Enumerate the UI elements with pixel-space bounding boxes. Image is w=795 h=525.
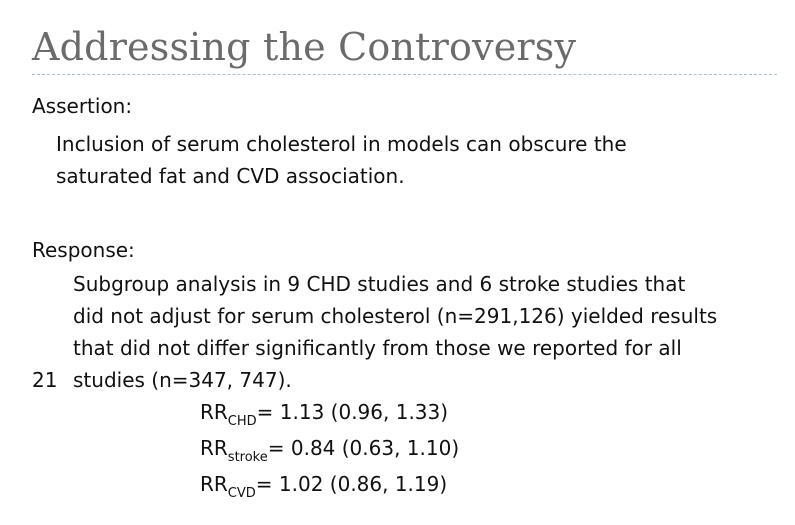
- result-subscript: CHD: [227, 414, 257, 429]
- assertion-line: Inclusion of serum cholesterol in models can obscure the: [56, 132, 627, 156]
- slide-title: Addressing the Controversy: [32, 25, 577, 69]
- result-cvd: [200, 468, 459, 504]
- assertion-line: saturated fat and CVD association.: [56, 164, 405, 188]
- title-divider: [32, 74, 777, 75]
- response-line: did not adjust for serum cholesterol (n=291,126) yielded results: [73, 304, 718, 328]
- assertion-heading: Assertion:: [32, 94, 133, 118]
- result-value: = 0.84 (0.63, 1.10): [267, 436, 460, 460]
- response-line: Subgroup analysis in 9 CHD studies and 6 stroke studies that: [73, 272, 686, 296]
- results-list: [200, 396, 459, 504]
- response-body: [73, 268, 717, 396]
- result-prefix: RR: [200, 436, 228, 460]
- response-line: studies (n=347, 747).: [73, 368, 292, 392]
- result-stroke: [200, 432, 459, 468]
- response-line: that did not differ significantly from those we reported for all: [73, 336, 682, 360]
- result-prefix: RR: [200, 400, 228, 424]
- slide-number: 21: [32, 368, 58, 392]
- assertion-body: [56, 128, 627, 192]
- result-subscript: stroke: [227, 450, 268, 465]
- result-value: = 1.02 (0.86, 1.19): [255, 472, 448, 496]
- result-prefix: RR: [200, 472, 228, 496]
- result-subscript: CVD: [227, 486, 256, 501]
- response-heading: Response:: [32, 238, 135, 262]
- result-value: = 1.13 (0.96, 1.33): [256, 400, 449, 424]
- result-chd: [200, 396, 459, 432]
